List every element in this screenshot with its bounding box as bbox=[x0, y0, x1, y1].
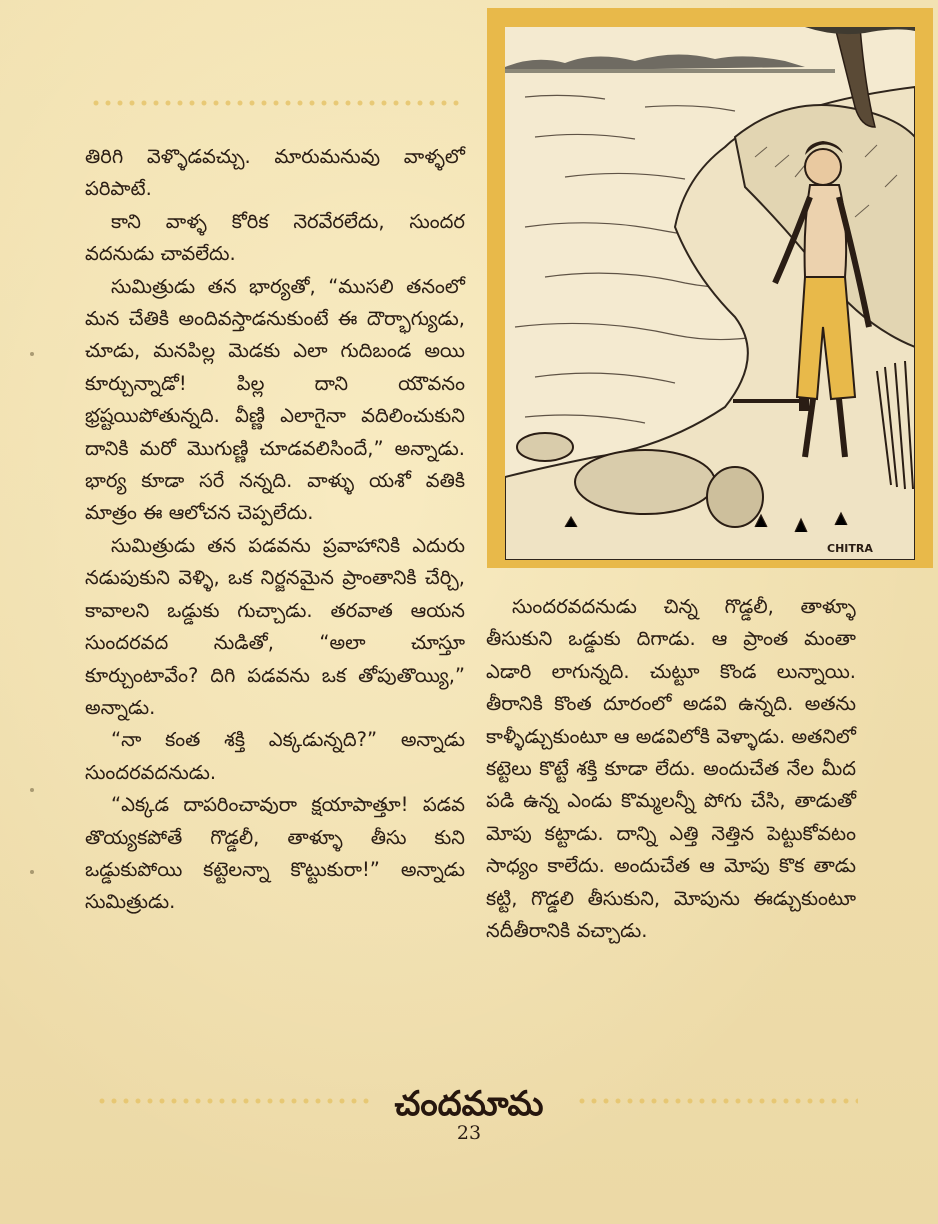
paragraph: కాని వాళ్ళ కోరిక నెరవేరలేదు, సుందర వదనుడు చావలేదు. bbox=[85, 209, 465, 266]
illustrator-signature: CHITRA bbox=[827, 542, 873, 555]
decorative-dot-border-bottom-right bbox=[576, 1094, 858, 1108]
magazine-title: చందమామ bbox=[394, 1084, 544, 1124]
paragraph: సుమిత్రుడు తన పడవను ప్రవాహానికి ఎదురు నడుపుకుని వెళ్ళి, ఒక నిర్జనమైన ప్రాంతానికి చేర్చి, కావాలని ఒడ్డుకు గుచ్చాడు. తరవాత ఆయన సుందరవద నుడితో, “అలా చూస్తూ కూర్చుంటావేం? దిగి పడవను ఒక తోపుతొయ్యి,” అన్నాడు. bbox=[85, 533, 465, 719]
binding-hole bbox=[30, 788, 34, 792]
left-text-column bbox=[85, 141, 465, 919]
story-illustration bbox=[487, 8, 933, 568]
illustration-drawing bbox=[505, 27, 915, 560]
paragraph-continuation: తిరిగి వెళ్ళొడవచ్చు. మారుమనువు వాళ్ళలో పరిపాటే. bbox=[85, 145, 465, 201]
paragraph: “నా కంత శక్తి ఎక్కడున్నది?” అన్నాడు సుందరవదనుడు. bbox=[85, 728, 465, 784]
binding-hole bbox=[30, 352, 34, 356]
page-number: 23 bbox=[456, 1122, 482, 1144]
binding-hole bbox=[30, 870, 34, 874]
decorative-dot-border-top bbox=[90, 96, 462, 110]
right-text-column bbox=[486, 591, 856, 947]
paragraph: “ఎక్కడ దాపరించావురా క్షయాపాత్తూ! పడవ తొయ్యకపోతే గొడ్డలీ, తాళ్ళూ తీసు కుని ఒడ్డుకుపోయి కట్టెలన్నా కొట్టుకురా!” అన్నాడు సుమిత్రుడు. bbox=[85, 793, 465, 914]
paragraph: సుమిత్రుడు తన భార్యతో, “ముసలి తనంలో మన చేతికి అందివస్తాడనుకుంటే ఈ దౌర్భాగ్యుడు, చూడు, మనపిల్ల మెడకు ఎలా గుదిబండ అయి కూర్చున్నాడో! పిల్ల దాని యౌవనం భ్రష్టయిపోతున్నది. వీణ్ణి ఎలాగైనా వదిలించుకుని దానికి మరో మొగుణ్ణి చూడవలిసిందే,” అన్నాడు. భార్య కూడా సరే నన్నది. వాళ్ళు యశో వతికి మాత్రం ఈ ఆలోచన చెప్పలేదు. bbox=[85, 274, 465, 525]
paragraph: సుందరవదనుడు చిన్న గొడ్డలీ, తాళ్ళూ తీసుకుని ఒడ్డుకు దిగాడు. ఆ ప్రాంత మంతా ఎడారి లాగున్నది. చుట్టూ కొండ లున్నాయి. తీరానికి కొంత దూరంలో అడవి ఉన్నది. అతను కాళ్ళీడ్చుకుంటూ ఆ అడవిలోకి వెళ్ళాడు. అతనిలో కట్టెలు కొట్టే శక్తి కూడా లేదు. అందుచేత నేల మీద పడి ఉన్న ఎండు కొమ్మలన్నీ పోగు చేసి, తాడుతో మోపు కట్టాడు. దాన్ని ఎత్తి నెత్తిన పెట్టుకోవటం సాధ్యం కాలేదు. అందుచేత ఆ మోపు కొక తాడు కట్టి, గొడ్డలి తీసుకుని, మోపును ఈడ్చుకుంటూ నదీతీరానికి వచ్చాడు. bbox=[486, 595, 856, 943]
